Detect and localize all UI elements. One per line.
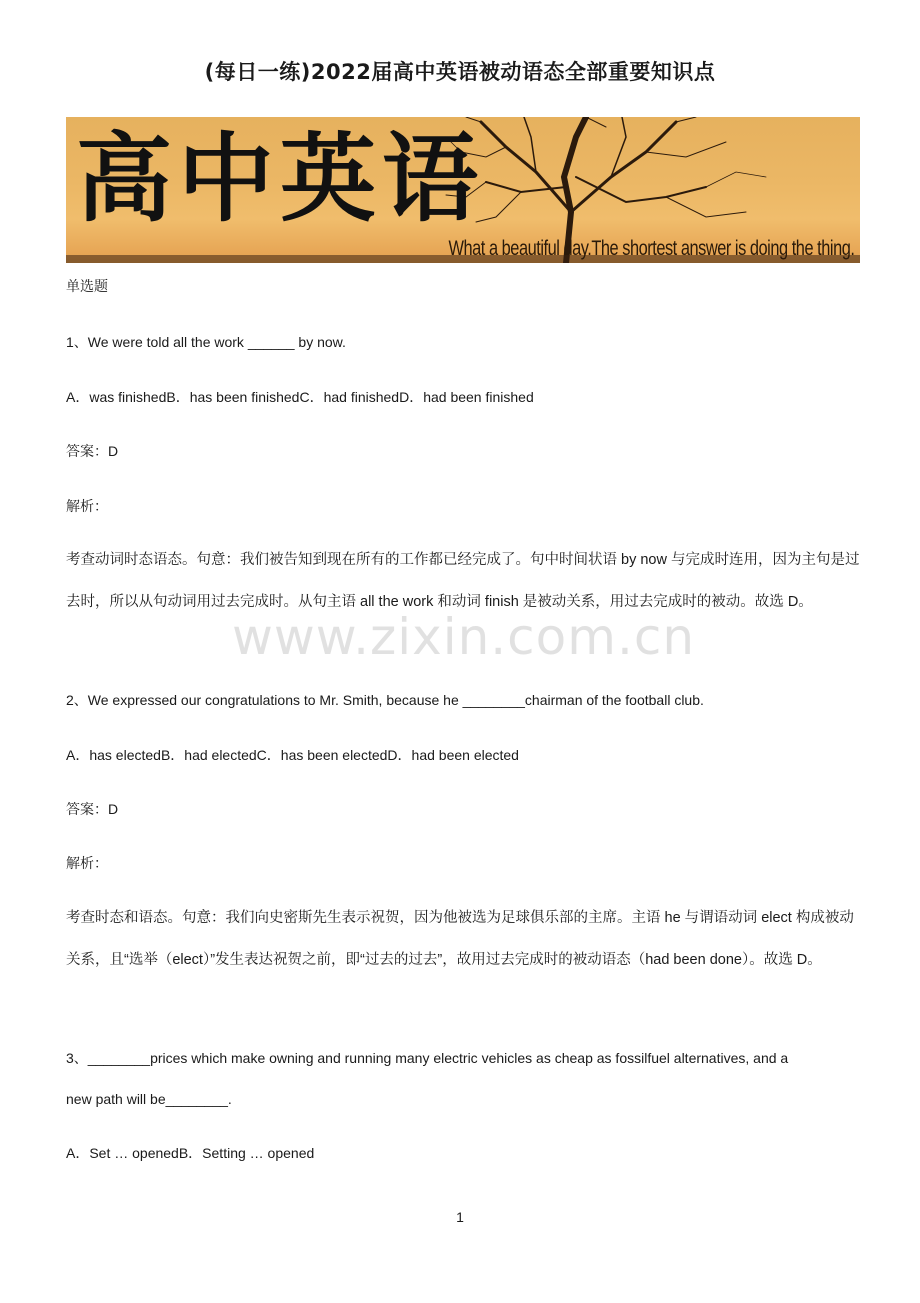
question-1-answer: 答案：D	[66, 443, 119, 459]
question-2-answer: 答案：D	[66, 801, 119, 817]
banner-image	[66, 117, 860, 263]
question-3-options: A．Set … openedB．Setting … opened	[66, 1145, 315, 1161]
question-1-analysis: 考查动词时态语态。句意：我们被告知到现在所有的工作都已经完成了。句中时间状语 by now 与完成时连用，因为主句是过去时，所以从句动词用过去完成时。从句主语 all the work 和动词 finish 是被动关系，用过去完成时的被动。故选 D。	[66, 552, 860, 610]
document-title: (每日一练)2022届高中英语被动语态全部重要知识点	[204, 60, 716, 84]
question-2-stem: 2、We expressed our congratulations to Mr. Smith, because he ________chairman of the football club.	[66, 692, 704, 708]
question-3-stem-line1: 3、________prices which make owning and running many electric vehicles as cheap as fossilfuel alternatives, and a	[66, 1050, 789, 1066]
question-3-stem-line2: new path will be________.	[66, 1091, 232, 1107]
section-label: 单选题	[66, 278, 108, 294]
question-1-options: A．was finishedB．has been finishedC．had finishedD．had been finished	[66, 389, 534, 405]
question-1-stem: 1、We were told all the work ______ by now.	[66, 334, 346, 350]
question-2-analysis: 考查时态和语态。句意：我们向史密斯先生表示祝贺，因为他被选为足球俱乐部的主席。主语 he 与谓语动词 elect 构成被动关系，且“选举（elect）”发生表达祝贺之前，即“过去的过去”，故用过去完成时的被动语态（had been done）。故选 D。	[66, 910, 854, 968]
question-2-analysis-label: 解析：	[66, 855, 108, 871]
question-2-options: A．has electedB．had electedC．has been electedD．had been elected	[66, 747, 519, 763]
banner-chinese-text: 高中英语	[76, 122, 484, 235]
question-1-analysis-label: 解析：	[66, 498, 108, 514]
page-number: 1	[456, 1209, 464, 1225]
watermark: www.zixin.com.cn	[232, 608, 696, 666]
banner-english-text: What a beautiful day.The shortest answer is doing the thing.	[448, 237, 854, 260]
